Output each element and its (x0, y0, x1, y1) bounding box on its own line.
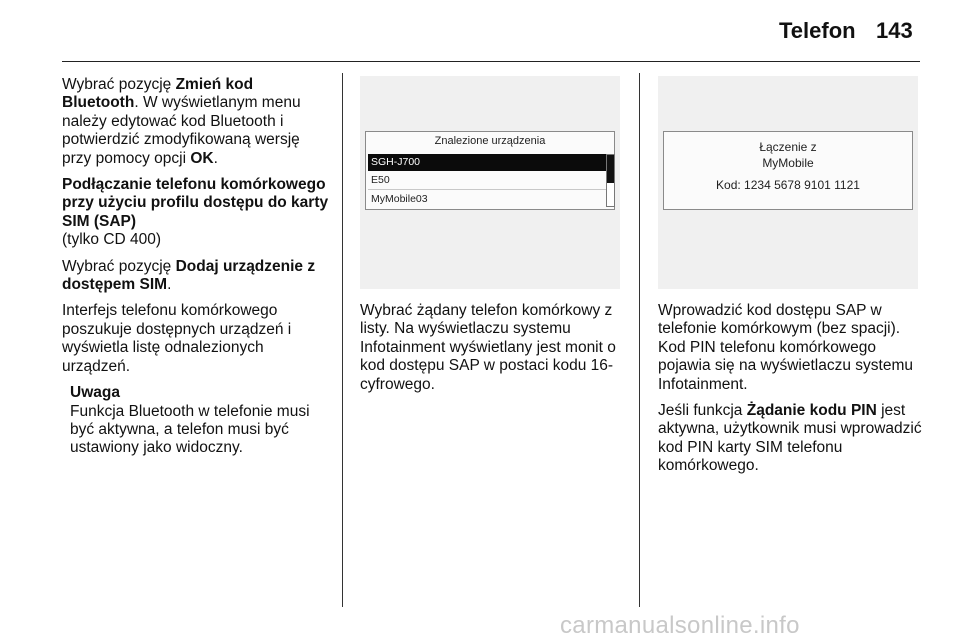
device-list-item[interactable]: E50 (371, 174, 390, 186)
watermark: carmanualsonline.info (560, 612, 800, 639)
connecting-label: Łączenie z (759, 140, 817, 154)
section-subheading: (tylko CD 400) (62, 231, 162, 249)
screen-connecting (658, 76, 918, 289)
section-heading: Podłączanie telefonu komórkowego przy użyciu profilu dostępu do karty SIM (SAP) (62, 176, 329, 230)
sap-code: Kod: 1234 5678 9101 1121 (716, 178, 860, 192)
scrollbar-thumb[interactable] (607, 155, 614, 183)
paragraph-change-code: Wybrać pozycję Zmień kod Bluetooth. W wyświetlanym menu należy edytować kod Bluetooth i potwierdzić zmodyfikowaną wersję przy pomocy opcji OK. (62, 76, 301, 167)
screen-found-devices (360, 76, 620, 289)
header-rule (62, 61, 920, 62)
column-3 (658, 302, 922, 484)
device-list-item[interactable]: MyMobile03 (371, 193, 428, 205)
paragraph-add-sim-device: Wybrać pozycję Dodaj urządzenie z dostępem SIM. (62, 257, 316, 294)
page-header-title: Telefon (779, 18, 856, 43)
column-separator-1 (342, 73, 343, 607)
note-title: Uwaga (70, 384, 120, 402)
paragraph-enter-code: Wprowadzić kod dostępu SAP w telefonie komórkowym (bez spacji). Kod PIN telefonu komórkowego pojawia się na wyświetlaczu systemu Infotainment. (658, 302, 913, 393)
paragraph-select-phone: Wybrać żądany telefon komórkowy z listy. Na wyświetlaczu systemu Infotainment wyświetlany jest monit o kod dostępu SAP w postaci kodu 16-cyfrowego. (360, 302, 616, 393)
note-text: Funkcja Bluetooth w telefonie musi być aktywna, a telefon musi być ustawiony jako widoczny. (70, 402, 310, 457)
page-number: 143 (876, 18, 913, 43)
column-separator-2 (639, 73, 640, 607)
paragraph-pin-request: Jeśli funkcja Żądanie kodu PIN jest aktywna, użytkownik musi wprowadzić kod PIN karty SIM telefonu komórkowego. (658, 402, 922, 475)
device-list-item[interactable]: SGH-J700 (368, 154, 609, 171)
column-2 (360, 302, 632, 402)
note-box (62, 384, 330, 458)
column-1 (62, 76, 330, 458)
screen-title: Znalezione urządzenia (434, 135, 546, 147)
device-name: MyMobile (762, 156, 814, 170)
screen-frame (365, 131, 615, 210)
screen-frame (663, 131, 913, 210)
paragraph-search: Interfejs telefonu komórkowego poszukuje dostępnych urządzeń i wyświetla listę odnalezionych urządzeń. (62, 302, 292, 375)
row-divider (368, 189, 606, 190)
